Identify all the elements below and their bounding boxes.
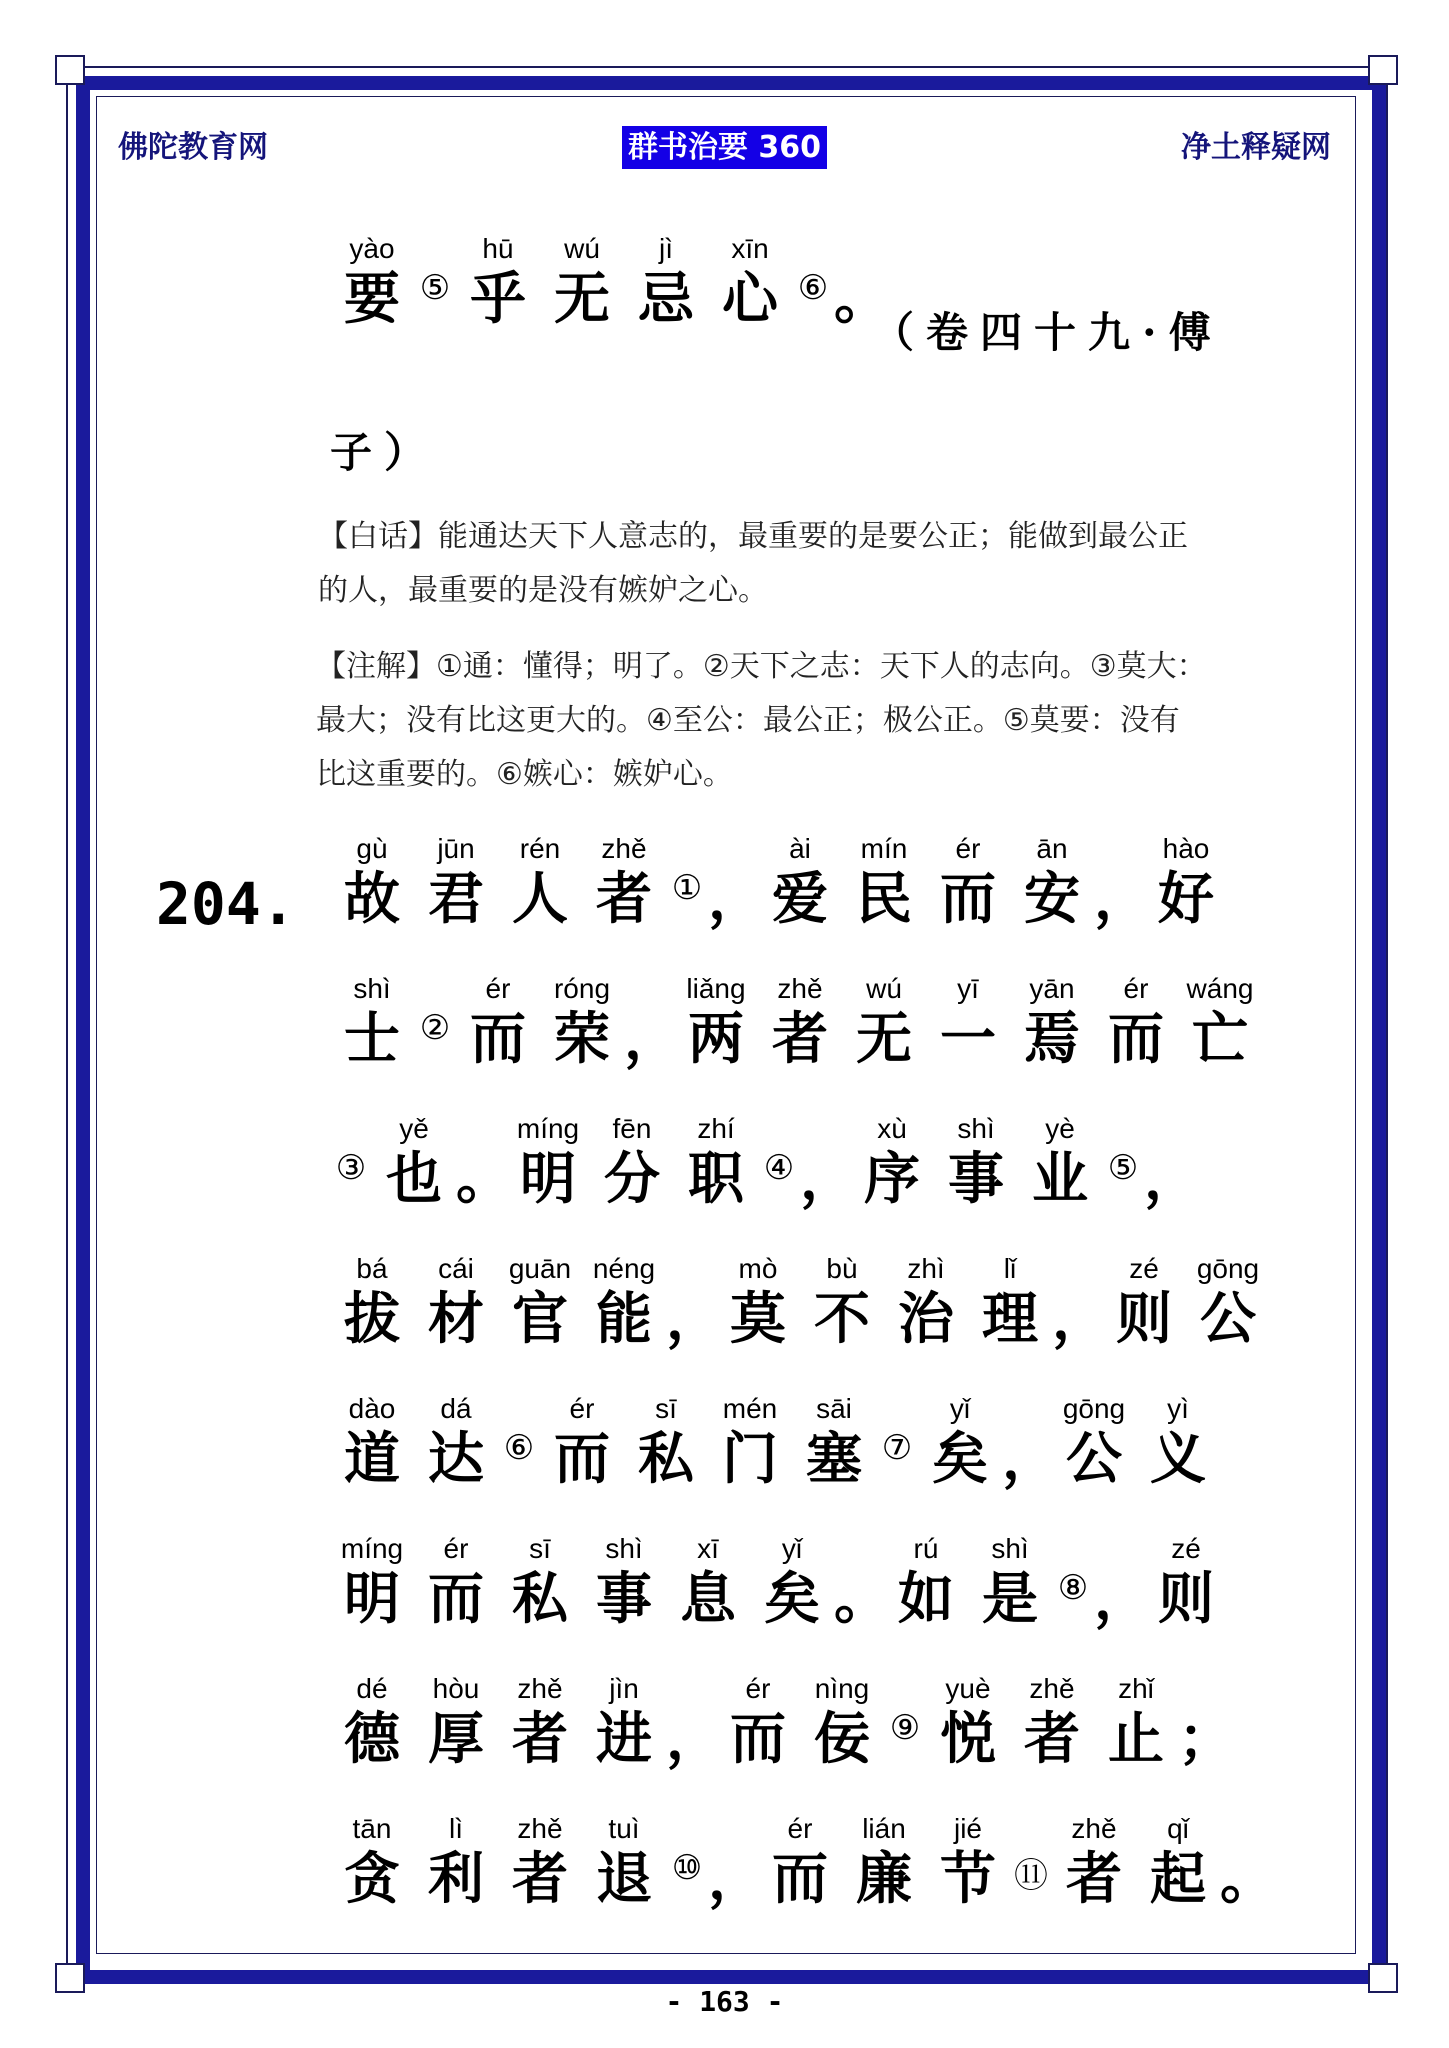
hanzi: 私 bbox=[638, 1426, 694, 1492]
verse-character bbox=[716, 1252, 800, 1352]
verse-character bbox=[624, 1392, 708, 1492]
verse-character bbox=[582, 1252, 666, 1352]
verse-character bbox=[674, 972, 758, 1072]
hanzi: 也 bbox=[386, 1146, 442, 1212]
pinyin: sī bbox=[655, 1393, 677, 1424]
hanzi: 者 bbox=[512, 1706, 568, 1772]
pinyin: zhě bbox=[517, 1813, 563, 1844]
zhujie-paragraph bbox=[316, 640, 1316, 802]
verse-character bbox=[414, 1532, 498, 1632]
pinyin: rú bbox=[913, 1533, 939, 1564]
verse-character bbox=[1010, 972, 1094, 1072]
verse-character bbox=[540, 232, 624, 332]
footnote-marker: ⑧ bbox=[1057, 1568, 1089, 1608]
main-verse-line bbox=[330, 832, 1228, 932]
hanzi: 节 bbox=[940, 1846, 996, 1912]
pinyin: néng bbox=[592, 1253, 656, 1284]
hanzi: 不 bbox=[814, 1286, 870, 1352]
main-verse-line bbox=[330, 1252, 1270, 1352]
header-right-site: 净土释疑网 bbox=[1181, 130, 1331, 165]
pinyin: yào bbox=[349, 233, 395, 264]
pinyin: tān bbox=[352, 1813, 392, 1844]
verse-character bbox=[330, 1392, 414, 1492]
hanzi: 忌 bbox=[638, 266, 694, 332]
verse-character bbox=[708, 232, 792, 332]
hanzi: 治 bbox=[898, 1286, 954, 1352]
verse-character bbox=[758, 972, 842, 1072]
verse-character bbox=[414, 1672, 498, 1772]
pinyin: ér bbox=[955, 833, 981, 864]
verse-character bbox=[456, 972, 540, 1072]
pinyin: wú bbox=[564, 233, 600, 264]
hanzi: 材 bbox=[428, 1286, 484, 1352]
verse-character bbox=[330, 1252, 414, 1352]
verse-character bbox=[498, 1532, 582, 1632]
pinyin: wáng bbox=[1186, 973, 1254, 1004]
pinyin: zhě bbox=[601, 833, 647, 864]
hanzi: 佞 bbox=[814, 1706, 870, 1772]
verse-character bbox=[456, 232, 540, 332]
verse-character bbox=[842, 1812, 926, 1912]
punctuation: ， bbox=[1094, 1566, 1150, 1632]
verse-character bbox=[624, 232, 708, 332]
main-verse-line bbox=[330, 1812, 1276, 1912]
verse-character bbox=[1144, 1532, 1228, 1632]
pinyin: yī bbox=[957, 973, 979, 1004]
pinyin: mén bbox=[722, 1393, 778, 1424]
hanzi: 私 bbox=[512, 1566, 568, 1632]
hanzi: 则 bbox=[1116, 1286, 1172, 1352]
hanzi: 心 bbox=[722, 266, 778, 332]
punctuation: 。 bbox=[1220, 1846, 1276, 1912]
verse-character bbox=[582, 832, 666, 932]
pinyin: fēn bbox=[612, 1113, 652, 1144]
hanzi: 德 bbox=[344, 1706, 400, 1772]
pinyin: róng bbox=[553, 973, 611, 1004]
hanzi: 无 bbox=[554, 266, 610, 332]
pinyin: ér bbox=[745, 1673, 771, 1704]
verse-character bbox=[934, 1112, 1018, 1212]
pinyin: jì bbox=[659, 233, 673, 264]
punctuation: ， bbox=[708, 866, 764, 932]
pinyin: sī bbox=[529, 1533, 551, 1564]
pinyin: liǎng bbox=[686, 973, 746, 1004]
punctuation: ， bbox=[1052, 1286, 1108, 1352]
hanzi: 好 bbox=[1158, 866, 1214, 932]
hanzi: 要 bbox=[344, 266, 400, 332]
hanzi: 悦 bbox=[940, 1706, 996, 1772]
verse-character bbox=[540, 972, 624, 1072]
footnote-marker: ⑥ bbox=[503, 1428, 535, 1468]
hanzi: 能 bbox=[596, 1286, 652, 1352]
hanzi: 厚 bbox=[428, 1706, 484, 1772]
verse-character bbox=[758, 832, 842, 932]
pinyin: yè bbox=[1045, 1113, 1075, 1144]
hanzi: 则 bbox=[1158, 1566, 1214, 1632]
baihua-line: 【白话】能通达天下人意志的，最重要的是要公正；能做到最公正 bbox=[318, 519, 1188, 554]
hanzi: 一 bbox=[940, 1006, 996, 1072]
main-verse-line bbox=[330, 972, 1262, 1072]
verse-character bbox=[1186, 1252, 1270, 1352]
hanzi: 君 bbox=[428, 866, 484, 932]
hanzi: 事 bbox=[596, 1566, 652, 1632]
verse-character bbox=[842, 832, 926, 932]
pinyin: xīn bbox=[731, 233, 769, 264]
header-left-site: 佛陀教育网 bbox=[118, 130, 268, 165]
footnote-marker: ⑥ bbox=[797, 268, 829, 308]
pinyin: yì bbox=[1167, 1393, 1189, 1424]
hanzi: 息 bbox=[680, 1566, 736, 1632]
verse-character bbox=[1102, 1252, 1186, 1352]
zhujie-line: 比这重要的。⑥嫉心：嫉妒心。 bbox=[316, 757, 733, 792]
main-verse-line bbox=[330, 1672, 1234, 1772]
pinyin: míng bbox=[516, 1113, 580, 1144]
pinyin: wú bbox=[866, 973, 902, 1004]
footnote-marker: ⑪ bbox=[1014, 1856, 1048, 1896]
hanzi: 拔 bbox=[344, 1286, 400, 1352]
verse-character bbox=[414, 1812, 498, 1912]
hanzi: 如 bbox=[898, 1566, 954, 1632]
zhujie-line: 【注解】①通：懂得；明了。②天下之志：天下人的志向。③莫大： bbox=[316, 649, 1207, 684]
entry-number: 204. bbox=[156, 870, 296, 938]
footnote-marker: ④ bbox=[763, 1148, 795, 1188]
pinyin: sāi bbox=[816, 1393, 852, 1424]
hanzi: 达 bbox=[428, 1426, 484, 1492]
hanzi: 者 bbox=[1024, 1706, 1080, 1772]
hanzi: 焉 bbox=[1024, 1006, 1080, 1072]
verse-character bbox=[1178, 972, 1262, 1072]
zhujie-line: 最大；没有比这更大的。④至公：最公正；极公正。⑤莫要：没有 bbox=[316, 703, 1180, 738]
hanzi: 官 bbox=[512, 1286, 568, 1352]
frame-corner bbox=[1368, 55, 1398, 85]
hanzi: 业 bbox=[1032, 1146, 1088, 1212]
pinyin: shì bbox=[957, 1113, 995, 1144]
hanzi: 理 bbox=[982, 1286, 1038, 1352]
hanzi: 公 bbox=[1066, 1426, 1122, 1492]
source-citation-1: （卷四十九·傅 bbox=[872, 308, 1223, 357]
verse-character bbox=[926, 972, 1010, 1072]
hanzi: 而 bbox=[428, 1566, 484, 1632]
verse-character bbox=[590, 1112, 674, 1212]
verse-character bbox=[716, 1672, 800, 1772]
hanzi: 而 bbox=[730, 1706, 786, 1772]
hanzi: 民 bbox=[856, 866, 912, 932]
verse-character bbox=[330, 1532, 414, 1632]
pinyin: lì bbox=[449, 1813, 463, 1844]
verse-character bbox=[926, 1672, 1010, 1772]
pinyin: ér bbox=[1123, 973, 1149, 1004]
verse-character bbox=[330, 232, 414, 332]
hanzi: 止 bbox=[1108, 1706, 1164, 1772]
hanzi: 廉 bbox=[856, 1846, 912, 1912]
pinyin: ér bbox=[443, 1533, 469, 1564]
footnote-marker: ⑤ bbox=[1107, 1148, 1139, 1188]
footnote-marker: ① bbox=[671, 868, 703, 908]
hanzi: 退 bbox=[596, 1846, 652, 1912]
verse-character bbox=[372, 1112, 456, 1212]
punctuation: ， bbox=[666, 1706, 722, 1772]
pinyin: mò bbox=[738, 1253, 778, 1284]
punctuation: ， bbox=[666, 1286, 722, 1352]
pinyin: hào bbox=[1162, 833, 1210, 864]
pinyin: bá bbox=[356, 1253, 388, 1284]
pinyin: dào bbox=[348, 1393, 396, 1424]
hanzi: 两 bbox=[688, 1006, 744, 1072]
footnote-marker: ② bbox=[419, 1008, 451, 1048]
pinyin: gōng bbox=[1062, 1393, 1126, 1424]
punctuation: ， bbox=[708, 1846, 764, 1912]
pinyin: xù bbox=[877, 1113, 907, 1144]
hanzi: 道 bbox=[344, 1426, 400, 1492]
pinyin: bù bbox=[826, 1253, 858, 1284]
verse-character bbox=[800, 1252, 884, 1352]
main-verse-line bbox=[330, 1392, 1220, 1492]
hanzi: 起 bbox=[1150, 1846, 1206, 1912]
hanzi: 而 bbox=[1108, 1006, 1164, 1072]
hanzi: 贪 bbox=[344, 1846, 400, 1912]
verse-character bbox=[540, 1392, 624, 1492]
pinyin: nìng bbox=[814, 1673, 870, 1704]
hanzi: 明 bbox=[520, 1146, 576, 1212]
verse-character bbox=[918, 1392, 1002, 1492]
pinyin: hū bbox=[482, 233, 514, 264]
pinyin: yǐ bbox=[781, 1533, 803, 1564]
verse-character bbox=[1052, 1812, 1136, 1912]
verse-character bbox=[582, 1812, 666, 1912]
pinyin: xī bbox=[697, 1533, 719, 1564]
verse-character bbox=[884, 1252, 968, 1352]
hanzi: 者 bbox=[596, 866, 652, 932]
pinyin: gōng bbox=[1196, 1253, 1260, 1284]
pinyin: dé bbox=[356, 1673, 388, 1704]
verse-character bbox=[498, 1252, 582, 1352]
footnote-marker: ⑨ bbox=[889, 1708, 921, 1748]
top-verse-line bbox=[330, 232, 890, 332]
pinyin: gù bbox=[356, 833, 388, 864]
pinyin: jié bbox=[953, 1813, 982, 1844]
hanzi: 而 bbox=[470, 1006, 526, 1072]
verse-character bbox=[842, 972, 926, 1072]
pinyin: zé bbox=[1171, 1533, 1201, 1564]
pinyin: ér bbox=[569, 1393, 595, 1424]
punctuation: 。 bbox=[456, 1146, 512, 1212]
baihua-paragraph bbox=[318, 510, 1318, 618]
verse-character bbox=[1010, 1672, 1094, 1772]
verse-character bbox=[1018, 1112, 1102, 1212]
verse-character bbox=[666, 1532, 750, 1632]
hanzi: 进 bbox=[596, 1706, 652, 1772]
pinyin: zhě bbox=[777, 973, 823, 1004]
pinyin: ān bbox=[1036, 833, 1068, 864]
pinyin: yuè bbox=[945, 1673, 991, 1704]
main-verse-line bbox=[330, 1112, 1200, 1212]
verse-character bbox=[330, 1672, 414, 1772]
hanzi: 利 bbox=[428, 1846, 484, 1912]
punctuation: ， bbox=[1094, 866, 1150, 932]
verse-character bbox=[926, 1812, 1010, 1912]
verse-character bbox=[1144, 832, 1228, 932]
pinyin: shì bbox=[353, 973, 391, 1004]
hanzi: 矣 bbox=[932, 1426, 988, 1492]
verse-character bbox=[506, 1112, 590, 1212]
pinyin: míng bbox=[340, 1533, 404, 1564]
verse-character bbox=[582, 1672, 666, 1772]
punctuation: 。 bbox=[834, 266, 890, 332]
pinyin: mín bbox=[860, 833, 908, 864]
hanzi: 事 bbox=[948, 1146, 1004, 1212]
verse-character bbox=[968, 1252, 1052, 1352]
verse-character bbox=[968, 1532, 1052, 1632]
hanzi: 而 bbox=[554, 1426, 610, 1492]
pinyin: rén bbox=[519, 833, 561, 864]
verse-character bbox=[758, 1812, 842, 1912]
verse-character bbox=[330, 1812, 414, 1912]
hanzi: 士 bbox=[344, 1006, 400, 1072]
verse-character bbox=[792, 1392, 876, 1492]
hanzi: 荣 bbox=[554, 1006, 610, 1072]
footnote-marker: ⑦ bbox=[881, 1428, 913, 1468]
verse-character bbox=[330, 972, 414, 1072]
verse-character bbox=[414, 1392, 498, 1492]
verse-character bbox=[498, 832, 582, 932]
punctuation: ， bbox=[800, 1146, 856, 1212]
hanzi: 爱 bbox=[772, 866, 828, 932]
hanzi: 职 bbox=[688, 1146, 744, 1212]
hanzi: 故 bbox=[344, 866, 400, 932]
hanzi: 无 bbox=[856, 1006, 912, 1072]
pinyin: guān bbox=[508, 1253, 572, 1284]
pinyin: zhě bbox=[517, 1673, 563, 1704]
footnote-marker: ③ bbox=[335, 1148, 367, 1188]
verse-character bbox=[498, 1672, 582, 1772]
hanzi: 安 bbox=[1024, 866, 1080, 932]
hanzi: 门 bbox=[722, 1426, 778, 1492]
pinyin: shì bbox=[605, 1533, 643, 1564]
punctuation: ， bbox=[1144, 1146, 1200, 1212]
hanzi: 序 bbox=[864, 1146, 920, 1212]
hanzi: 人 bbox=[512, 866, 568, 932]
verse-character bbox=[1010, 832, 1094, 932]
hanzi: 乎 bbox=[470, 266, 526, 332]
baihua-line: 的人，最重要的是没有嫉妒之心。 bbox=[318, 573, 768, 608]
verse-character bbox=[708, 1392, 792, 1492]
verse-character bbox=[414, 1252, 498, 1352]
source-citation-2: 子） bbox=[330, 428, 439, 477]
footnote-marker: ⑩ bbox=[671, 1848, 703, 1888]
footnote-marker: ⑤ bbox=[419, 268, 451, 308]
pinyin: yān bbox=[1029, 973, 1075, 1004]
verse-character bbox=[1094, 1672, 1178, 1772]
verse-character bbox=[1094, 972, 1178, 1072]
hanzi: 而 bbox=[940, 866, 996, 932]
verse-character bbox=[674, 1112, 758, 1212]
pinyin: zhì bbox=[907, 1253, 945, 1284]
pinyin: yě bbox=[399, 1113, 429, 1144]
verse-character bbox=[926, 832, 1010, 932]
verse-character bbox=[750, 1532, 834, 1632]
punctuation: 。 bbox=[834, 1566, 890, 1632]
frame-corner bbox=[55, 55, 85, 85]
pinyin: jūn bbox=[437, 833, 475, 864]
verse-character bbox=[1136, 1392, 1220, 1492]
hanzi: 义 bbox=[1150, 1426, 1206, 1492]
pinyin: zhě bbox=[1029, 1673, 1075, 1704]
hanzi: 亡 bbox=[1192, 1006, 1248, 1072]
punctuation: ， bbox=[624, 1006, 680, 1072]
page-number: - 163 - bbox=[665, 1985, 784, 2018]
pinyin: ài bbox=[789, 833, 811, 864]
hanzi: 者 bbox=[512, 1846, 568, 1912]
verse-character bbox=[330, 832, 414, 932]
pinyin: shì bbox=[991, 1533, 1029, 1564]
hanzi: 分 bbox=[604, 1146, 660, 1212]
verse-character bbox=[884, 1532, 968, 1632]
verse-character bbox=[498, 1812, 582, 1912]
main-verse-line bbox=[330, 1532, 1228, 1632]
pinyin: jìn bbox=[609, 1673, 639, 1704]
pinyin: zhǐ bbox=[1118, 1673, 1154, 1704]
hanzi: 是 bbox=[982, 1566, 1038, 1632]
hanzi: 莫 bbox=[730, 1286, 786, 1352]
pinyin: ér bbox=[485, 973, 511, 1004]
hanzi: 公 bbox=[1200, 1286, 1256, 1352]
pinyin: ér bbox=[787, 1813, 813, 1844]
hanzi: 者 bbox=[772, 1006, 828, 1072]
hanzi: 而 bbox=[772, 1846, 828, 1912]
verse-character bbox=[1052, 1392, 1136, 1492]
verse-character bbox=[800, 1672, 884, 1772]
pinyin: lǐ bbox=[1003, 1253, 1017, 1284]
pinyin: tuì bbox=[608, 1813, 640, 1844]
punctuation: ， bbox=[1002, 1426, 1058, 1492]
header-title-text: 群书治要 360 bbox=[622, 126, 827, 169]
verse-character bbox=[1136, 1812, 1220, 1912]
pinyin: cái bbox=[438, 1253, 474, 1284]
pinyin: qǐ bbox=[1167, 1813, 1189, 1844]
punctuation: ； bbox=[1178, 1706, 1234, 1772]
hanzi: 明 bbox=[344, 1566, 400, 1632]
hanzi: 矣 bbox=[764, 1566, 820, 1632]
pinyin: zhě bbox=[1071, 1813, 1117, 1844]
pinyin: hòu bbox=[432, 1673, 480, 1704]
pinyin: lián bbox=[862, 1813, 906, 1844]
verse-character bbox=[850, 1112, 934, 1212]
pinyin: dá bbox=[440, 1393, 472, 1424]
hanzi: 者 bbox=[1066, 1846, 1122, 1912]
pinyin: zé bbox=[1129, 1253, 1159, 1284]
pinyin: yǐ bbox=[949, 1393, 971, 1424]
hanzi: 塞 bbox=[806, 1426, 862, 1492]
verse-character bbox=[582, 1532, 666, 1632]
pinyin: zhí bbox=[697, 1113, 735, 1144]
verse-character bbox=[414, 832, 498, 932]
